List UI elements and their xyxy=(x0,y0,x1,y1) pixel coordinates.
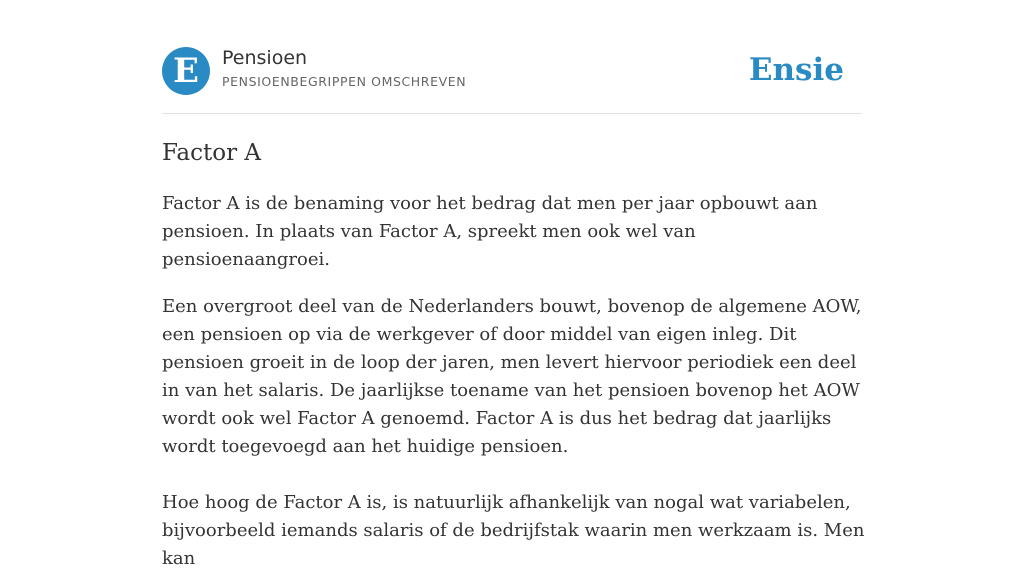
article-title: Factor A xyxy=(162,140,261,166)
ensie-logo-icon[interactable]: E xyxy=(162,47,210,95)
article-paragraph-1: Factor A is de benaming voor het bedrag dat men per jaar opbouwt aan pensioen. In plaats van Factor A, spreekt men ook wel van pensioenaangroei. xyxy=(162,193,818,270)
site-subtitle: PENSIOENBEGRIPPEN OMSCHREVEN xyxy=(222,74,467,89)
article-paragraph-3: Hoe hoog de Factor A is, is natuurlijk afhankelijk van nogal wat variabelen, bijvoorbeeld iemands salaris of de bedrijfstak waarin men werkzaam is. Men kan xyxy=(162,492,865,569)
header-divider xyxy=(162,113,862,114)
brand-logo[interactable]: Ensie xyxy=(748,52,844,88)
site-header xyxy=(162,46,862,96)
article xyxy=(162,138,868,573)
article-paragraph-2: Een overgroot deel van de Nederlanders bouwt, bovenop de algemene AOW, een pensioen op via de werkgever of door middel van eigen inleg. Dit pensioen groeit in de loop der jaren, men levert hiervoor periodiek een deel in van het salaris. De jaarlijkse toename van het pensioen bovenop het AOW wordt ook wel Factor A genoemd. Factor A is dus het bedrag dat jaarlijks wordt toegevoegd aan het huidige pensioen. xyxy=(162,296,862,457)
site-title[interactable]: Pensioen xyxy=(222,47,308,69)
